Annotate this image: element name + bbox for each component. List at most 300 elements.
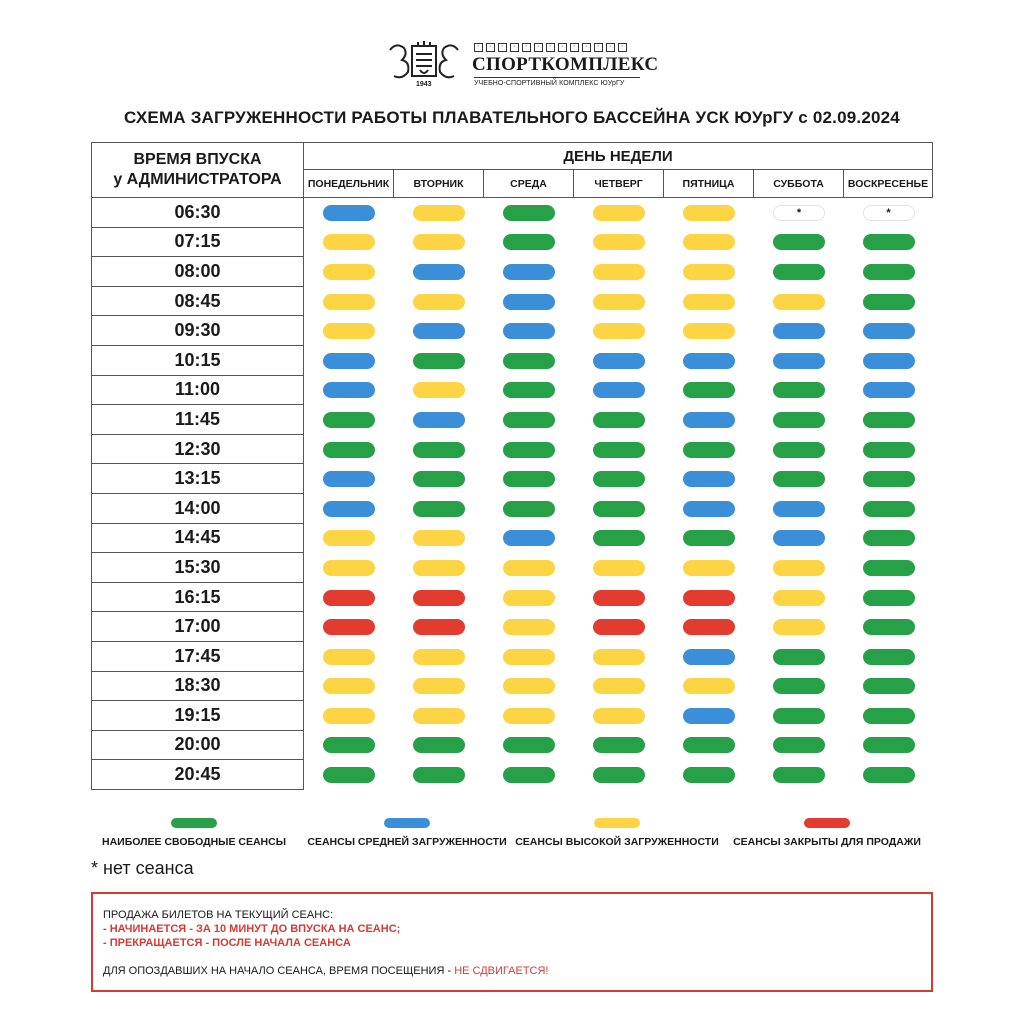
- session-pill-free: [773, 382, 825, 398]
- session-slot: [574, 257, 664, 287]
- sport-icon: ◦: [474, 43, 483, 52]
- session-pill-none: *: [773, 205, 825, 221]
- session-slot: [304, 494, 394, 524]
- time-header-line2: у АДМИНИСТРАТОРА: [113, 171, 282, 188]
- time-cell: 06:30: [91, 198, 304, 228]
- session-slot: [664, 642, 754, 672]
- sport-icon: ◦: [486, 43, 495, 52]
- session-pill-medium: [413, 323, 465, 339]
- sport-icon: ◦: [594, 43, 603, 52]
- session-slot: [484, 435, 574, 465]
- table-row: [304, 760, 933, 790]
- session-pill-high: [683, 560, 735, 576]
- session-slot: [304, 760, 394, 790]
- session-slot: [574, 287, 664, 317]
- session-slot: [394, 612, 484, 642]
- session-slot: [664, 701, 754, 731]
- info-line4-highlight: НЕ СДВИГАЕТСЯ!: [454, 965, 549, 977]
- logo-year: 1943: [416, 81, 432, 88]
- session-pill-high: [323, 708, 375, 724]
- session-slot: [844, 228, 933, 258]
- session-pill-high: [593, 205, 645, 221]
- session-slot: [304, 642, 394, 672]
- session-pill-free: [593, 767, 645, 783]
- session-pill-free: [503, 205, 555, 221]
- session-pill-high: [773, 294, 825, 310]
- session-pill-medium: [683, 649, 735, 665]
- session-pill-none: *: [863, 205, 915, 221]
- session-pill-free: [503, 471, 555, 487]
- session-pill-high: [323, 234, 375, 250]
- session-slot: [664, 760, 754, 790]
- session-pill-medium: [773, 530, 825, 546]
- time-cell: 11:45: [91, 405, 304, 435]
- session-pill-medium: [593, 382, 645, 398]
- session-slot: [844, 435, 933, 465]
- session-slot: [574, 376, 664, 406]
- table-row: [304, 494, 933, 524]
- session-slot: [484, 701, 574, 731]
- session-slot: [304, 198, 394, 228]
- session-slot: [844, 701, 933, 731]
- session-slot: [754, 760, 844, 790]
- sport-icon: ◦: [498, 43, 507, 52]
- session-pill-free: [773, 264, 825, 280]
- session-pill-free: [863, 560, 915, 576]
- session-pill-high: [503, 708, 555, 724]
- session-slot: [754, 731, 844, 761]
- session-slot: [394, 494, 484, 524]
- session-slot: [754, 612, 844, 642]
- logo-title: СПОРТКОМПЛЕКС: [472, 54, 659, 75]
- legend-label-high: СЕАНСЫ ВЫСОКОЙ ЗАГРУЖЕННОСТИ: [515, 836, 719, 848]
- table-row: [304, 464, 933, 494]
- session-slot: [844, 198, 933, 228]
- session-slot: [304, 316, 394, 346]
- session-pill-free: [863, 442, 915, 458]
- session-slot: [844, 524, 933, 554]
- session-slot: [664, 198, 754, 228]
- session-slot: [844, 731, 933, 761]
- session-pill-closed: [413, 619, 465, 635]
- session-pill-high: [593, 560, 645, 576]
- session-pill-high: [503, 590, 555, 606]
- session-slot: [754, 257, 844, 287]
- session-pill-medium: [683, 501, 735, 517]
- session-slot: [754, 672, 844, 702]
- session-slot: [664, 405, 754, 435]
- day-header-cell: ВОСКРЕСЕНЬЕ: [844, 170, 933, 198]
- session-slot: [664, 435, 754, 465]
- session-slot: [574, 228, 664, 258]
- session-slot: [394, 228, 484, 258]
- session-slot: [574, 760, 664, 790]
- session-slot: [664, 257, 754, 287]
- table-row: [304, 612, 933, 642]
- session-pill-free: [863, 264, 915, 280]
- legend-item-closed: [730, 818, 924, 848]
- session-slot: [754, 228, 844, 258]
- day-header-cell: ПЯТНИЦА: [664, 170, 754, 198]
- days-header: [304, 142, 933, 198]
- session-slot: [484, 553, 574, 583]
- session-pill-medium: [683, 353, 735, 369]
- session-slot: [664, 731, 754, 761]
- session-pill-free: [413, 353, 465, 369]
- session-slot: [754, 198, 844, 228]
- session-slot: [304, 228, 394, 258]
- session-pill-medium: [503, 323, 555, 339]
- time-cell: 18:30: [91, 672, 304, 702]
- sport-icon: ◦: [570, 43, 579, 52]
- session-slot: [304, 257, 394, 287]
- session-slot: [484, 287, 574, 317]
- session-slot: [304, 553, 394, 583]
- session-pill-medium: [863, 353, 915, 369]
- session-pill-free: [593, 501, 645, 517]
- legend-label-free: НАИБОЛЕЕ СВОБОДНЫЕ СЕАНСЫ: [102, 836, 286, 848]
- info-line3: - ПРЕКРАЩАЕТСЯ - ПОСЛЕ НАЧАЛА СЕАНСА: [103, 937, 351, 949]
- session-slot: [754, 435, 844, 465]
- session-slot: [754, 287, 844, 317]
- sport-icon: ◦: [618, 43, 627, 52]
- session-slot: [844, 464, 933, 494]
- session-pill-free: [323, 767, 375, 783]
- session-pill-free: [503, 767, 555, 783]
- session-slot: [304, 405, 394, 435]
- session-slot: [574, 731, 664, 761]
- ticket-sales-info: [91, 892, 933, 992]
- session-slot: [574, 494, 664, 524]
- session-pill-free: [863, 649, 915, 665]
- session-pill-medium: [503, 294, 555, 310]
- session-pill-high: [413, 649, 465, 665]
- session-pill-free: [593, 737, 645, 753]
- session-slot: [844, 612, 933, 642]
- session-slot: [844, 672, 933, 702]
- session-slot: [304, 435, 394, 465]
- session-slot: [664, 553, 754, 583]
- info-line2: - НАЧИНАЕТСЯ - ЗА 10 МИНУТ ДО ВПУСКА НА СЕАНС;: [103, 923, 401, 935]
- session-slot: [394, 346, 484, 376]
- session-pill-high: [413, 382, 465, 398]
- session-pill-free: [503, 382, 555, 398]
- session-pill-high: [413, 678, 465, 694]
- sportcomplex-logo: [386, 40, 659, 92]
- sport-icon: ◦: [558, 43, 567, 52]
- legend-item-free: [96, 818, 292, 848]
- session-slot: [664, 316, 754, 346]
- session-pill-free: [503, 442, 555, 458]
- session-pill-free: [683, 737, 735, 753]
- day-header-cell: ВТОРНИК: [394, 170, 484, 198]
- session-slot: [484, 524, 574, 554]
- session-pill-free: [863, 294, 915, 310]
- session-slot: [394, 464, 484, 494]
- session-pill-high: [683, 323, 735, 339]
- session-slot: [304, 464, 394, 494]
- session-slot: [394, 524, 484, 554]
- schedule-grid: [304, 198, 933, 790]
- session-pill-free: [773, 442, 825, 458]
- session-pill-free: [863, 530, 915, 546]
- session-pill-free: [323, 412, 375, 428]
- session-pill-high: [413, 530, 465, 546]
- session-pill-high: [413, 234, 465, 250]
- session-slot: [304, 583, 394, 613]
- table-row: [304, 346, 933, 376]
- session-slot: [394, 376, 484, 406]
- session-pill-high: [323, 530, 375, 546]
- session-pill-high: [503, 619, 555, 635]
- session-pill-free: [863, 708, 915, 724]
- session-slot: [844, 316, 933, 346]
- session-slot: [484, 376, 574, 406]
- session-pill-medium: [323, 501, 375, 517]
- session-slot: [304, 376, 394, 406]
- session-slot: [664, 494, 754, 524]
- session-pill-free: [863, 234, 915, 250]
- day-header-cell: ПОНЕДЕЛЬНИК: [304, 170, 394, 198]
- session-pill-high: [593, 264, 645, 280]
- session-pill-free: [773, 412, 825, 428]
- legend-swatch-closed: [804, 818, 850, 828]
- session-slot: [394, 435, 484, 465]
- session-pill-high: [323, 323, 375, 339]
- session-slot: [484, 760, 574, 790]
- session-slot: [844, 405, 933, 435]
- session-pill-free: [503, 234, 555, 250]
- session-pill-high: [593, 678, 645, 694]
- session-slot: [484, 346, 574, 376]
- session-pill-free: [413, 501, 465, 517]
- session-pill-high: [323, 649, 375, 665]
- session-slot: [574, 701, 664, 731]
- session-slot: [394, 642, 484, 672]
- logo-subtitle: УЧЕБНО-СПОРТИВНЫЙ КОМПЛЕКС ЮУрГУ: [474, 80, 625, 87]
- session-pill-high: [413, 294, 465, 310]
- session-slot: [664, 287, 754, 317]
- session-pill-high: [773, 560, 825, 576]
- session-pill-high: [593, 294, 645, 310]
- session-slot: [574, 435, 664, 465]
- table-row: [304, 376, 933, 406]
- session-pill-high: [593, 708, 645, 724]
- info-line4: [103, 964, 921, 978]
- table-row: [304, 642, 933, 672]
- session-slot: [664, 583, 754, 613]
- table-row: [304, 524, 933, 554]
- session-slot: [304, 731, 394, 761]
- session-pill-medium: [773, 323, 825, 339]
- no-session-note: * нет сеанса: [91, 858, 194, 878]
- session-pill-high: [503, 560, 555, 576]
- session-pill-closed: [413, 590, 465, 606]
- session-slot: [484, 672, 574, 702]
- session-pill-high: [323, 264, 375, 280]
- session-slot: [484, 257, 574, 287]
- session-pill-closed: [323, 619, 375, 635]
- session-slot: [754, 464, 844, 494]
- table-row: [304, 435, 933, 465]
- time-cell: 13:15: [91, 464, 304, 494]
- session-slot: [394, 672, 484, 702]
- session-slot: [484, 228, 574, 258]
- session-pill-medium: [683, 471, 735, 487]
- session-slot: [394, 731, 484, 761]
- session-slot: [394, 257, 484, 287]
- session-pill-high: [683, 264, 735, 280]
- session-pill-medium: [323, 353, 375, 369]
- session-slot: [574, 642, 664, 672]
- session-pill-free: [593, 442, 645, 458]
- session-slot: [664, 228, 754, 258]
- session-slot: [754, 376, 844, 406]
- session-slot: [574, 316, 664, 346]
- time-cell: 16:15: [91, 583, 304, 613]
- session-pill-medium: [683, 708, 735, 724]
- session-pill-high: [683, 678, 735, 694]
- session-slot: [664, 376, 754, 406]
- session-slot: [844, 583, 933, 613]
- legend-label-closed: СЕАНСЫ ЗАКРЫТЫ ДЛЯ ПРОДАЖИ: [733, 836, 921, 848]
- session-pill-closed: [593, 619, 645, 635]
- time-cell: 08:45: [91, 287, 304, 317]
- session-pill-free: [503, 737, 555, 753]
- session-slot: [484, 405, 574, 435]
- time-cell: 08:00: [91, 257, 304, 287]
- time-cell: 19:15: [91, 701, 304, 731]
- session-slot: [844, 553, 933, 583]
- session-pill-free: [593, 530, 645, 546]
- session-pill-high: [503, 678, 555, 694]
- table-row: [304, 405, 933, 435]
- sport-icon: ◦: [534, 43, 543, 52]
- session-pill-medium: [773, 353, 825, 369]
- session-slot: [484, 612, 574, 642]
- session-pill-high: [323, 294, 375, 310]
- session-pill-medium: [413, 264, 465, 280]
- time-cell: 14:45: [91, 524, 304, 554]
- session-pill-free: [863, 737, 915, 753]
- session-pill-medium: [863, 323, 915, 339]
- session-pill-high: [593, 649, 645, 665]
- session-slot: [394, 583, 484, 613]
- session-pill-medium: [323, 471, 375, 487]
- session-pill-free: [503, 501, 555, 517]
- session-pill-free: [683, 382, 735, 398]
- time-header-line1: ВРЕМЯ ВПУСКА: [133, 151, 262, 168]
- session-slot: [664, 524, 754, 554]
- session-slot: [484, 642, 574, 672]
- session-slot: [394, 198, 484, 228]
- session-slot: [394, 316, 484, 346]
- session-pill-free: [683, 442, 735, 458]
- session-pill-closed: [323, 590, 375, 606]
- time-cell: 12:30: [91, 435, 304, 465]
- session-pill-free: [773, 234, 825, 250]
- session-pill-medium: [503, 264, 555, 280]
- table-row: [304, 731, 933, 761]
- session-pill-free: [323, 442, 375, 458]
- day-header-cell: СУББОТА: [754, 170, 844, 198]
- session-pill-high: [503, 649, 555, 665]
- table-row: [304, 316, 933, 346]
- session-pill-free: [413, 442, 465, 458]
- time-column-header: [91, 142, 304, 198]
- time-cell: 09:30: [91, 316, 304, 346]
- session-pill-free: [863, 501, 915, 517]
- legend-swatch-free: [171, 818, 217, 828]
- legend-swatch-high: [594, 818, 640, 828]
- session-slot: [394, 760, 484, 790]
- session-pill-free: [863, 471, 915, 487]
- session-pill-free: [683, 767, 735, 783]
- session-slot: [304, 701, 394, 731]
- session-slot: [754, 346, 844, 376]
- session-slot: [754, 494, 844, 524]
- session-pill-free: [503, 353, 555, 369]
- session-slot: [394, 287, 484, 317]
- session-pill-medium: [323, 205, 375, 221]
- session-slot: [664, 672, 754, 702]
- session-slot: [754, 642, 844, 672]
- table-row: [304, 198, 933, 228]
- table-row: [304, 257, 933, 287]
- session-slot: [754, 583, 844, 613]
- session-pill-free: [683, 530, 735, 546]
- session-slot: [304, 346, 394, 376]
- session-pill-free: [863, 590, 915, 606]
- table-row: [304, 583, 933, 613]
- legend: [0, 818, 1024, 852]
- legend-label-medium: СЕАНСЫ СРЕДНЕЙ ЗАГРУЖЕННОСТИ: [307, 836, 507, 848]
- session-slot: [844, 287, 933, 317]
- session-slot: [484, 198, 574, 228]
- session-pill-closed: [683, 619, 735, 635]
- session-pill-free: [863, 678, 915, 694]
- sport-icon: ◦: [522, 43, 531, 52]
- table-row: [304, 553, 933, 583]
- day-header-cell: СРЕДА: [484, 170, 574, 198]
- session-pill-high: [413, 560, 465, 576]
- session-pill-free: [773, 767, 825, 783]
- session-slot: [484, 731, 574, 761]
- session-pill-free: [593, 471, 645, 487]
- time-cell: 20:45: [91, 760, 304, 790]
- days-header-title: ДЕНЬ НЕДЕЛИ: [304, 142, 933, 170]
- time-cell: 15:30: [91, 553, 304, 583]
- table-row: [304, 287, 933, 317]
- session-pill-free: [413, 767, 465, 783]
- session-pill-high: [773, 590, 825, 606]
- session-pill-medium: [863, 382, 915, 398]
- session-slot: [484, 316, 574, 346]
- session-slot: [844, 760, 933, 790]
- logo-divider: [474, 77, 640, 78]
- session-slot: [574, 346, 664, 376]
- session-pill-free: [503, 412, 555, 428]
- time-cell: 07:15: [91, 228, 304, 258]
- time-cell: 11:00: [91, 376, 304, 406]
- session-slot: [844, 494, 933, 524]
- page-title: СХЕМА ЗАГРУЖЕННОСТИ РАБОТЫ ПЛАВАТЕЛЬНОГО БАССЕЙНА УСК ЮУрГУ с 02.09.2024: [124, 108, 900, 127]
- sport-icon: ◦: [546, 43, 555, 52]
- sport-icons-row: [474, 43, 627, 52]
- session-slot: [394, 701, 484, 731]
- session-slot: [574, 672, 664, 702]
- session-pill-medium: [593, 353, 645, 369]
